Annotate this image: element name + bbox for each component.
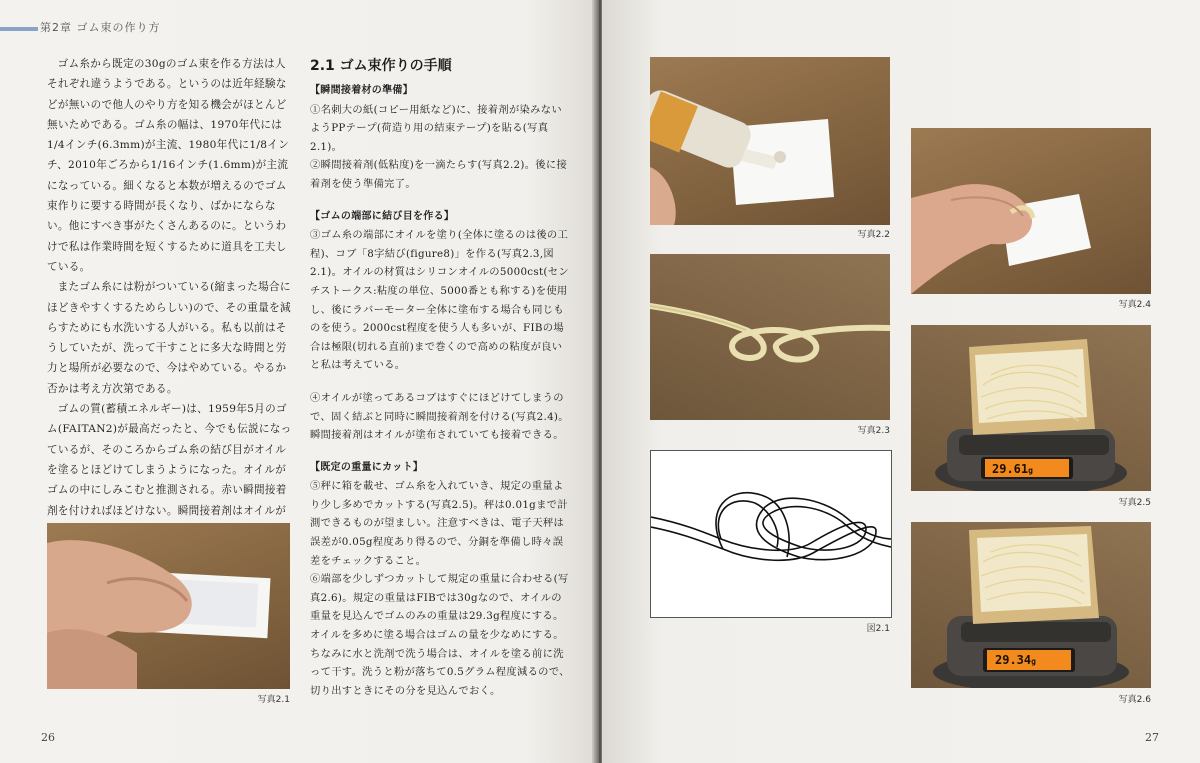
step-2: ②瞬間接着剤(低粘度)を一滴たらす(写真2.2)。後に接着剤を使う準備完了。 [310, 159, 568, 190]
step-6: ⑥端部を少しずつカットして規定の重量に合わせる(写真2.6)。規定の重量はFIBでは30gなので、オイルの重量を見込んでゴムのみの重量は29.3g程度にする。オイルを多めに塗る場合はゴムの量を少なめにする。ちなみに水と洗剤で洗う場合は、オイルを塗る前に洗って干す。洗うと粉が落ちて0.5グラム程度減るので、切り出すときにその分を見込んでおく。 [310, 573, 570, 697]
subhead-cut: 【既定の重量にカット】 [310, 461, 424, 473]
photo-2-3-image [650, 254, 890, 420]
photo-2-4 [911, 128, 1151, 294]
page-number-left: 26 [41, 731, 55, 744]
figure-8-knot-drawing [651, 451, 891, 617]
left-body-text [47, 54, 292, 561]
photo-2-6 [911, 522, 1151, 688]
scale-display-2-5: 29.61g [992, 462, 1033, 476]
photo-2-3 [650, 254, 890, 420]
subhead-knot: 【ゴムの端部に結び目を作る】 [310, 210, 455, 222]
photo-2-5 [911, 325, 1151, 491]
step-1: ①名刺大の紙(コピー用紙など)に、接着剤が染みないようPPテープ(荷造り用の結束テープ)を貼る(写真2.1)。 [310, 103, 562, 153]
caption-photo-2-6: 写真2.6 [1118, 695, 1151, 705]
photo-2-1 [47, 523, 290, 689]
scale-display-2-6: 29.34g [995, 653, 1036, 667]
paragraph-2: またゴム糸には粉がついている(縮まった場合にほどきやすくするためらしい)ので、その重量を減らすためにも水洗いする人がいる。私も以前はそうしていたが、洗って干すことに多大な時間と労力と場所が必要なので、今はやめている。やるか否かは考え方次第である。 [47, 281, 291, 395]
subhead-adhesive: 【瞬間接着材の準備】 [310, 85, 413, 96]
step-4: ④オイルが塗ってあるコブはすぐにほどけてしまうので、固く結ぶと同時に瞬間接着剤を付ける(写真2.4)。瞬間接着剤はオイルが塗布されていても接着できる。 [310, 391, 569, 442]
right-page [602, 0, 1200, 763]
caption-photo-2-4: 写真2.4 [1118, 300, 1151, 310]
section-title: 2.1 ゴム束作りの手順 [310, 58, 452, 74]
chapter-heading: 第2章 ゴム束の作り方 [40, 21, 161, 34]
caption-photo-2-5: 写真2.5 [1118, 498, 1151, 508]
caption-photo-2-2: 写真2.2 [857, 230, 890, 240]
photo-2-4-image [911, 128, 1151, 294]
photo-2-1-image [47, 523, 290, 689]
photo-2-2 [650, 57, 890, 225]
page-number-right: 27 [1145, 731, 1159, 744]
paragraph-1: ゴム糸から既定の30gのゴム束を作る方法は人それぞれ違うようである。というのは近年経験などが無いので他人のやり方を知る機会がほとんど無いためである。ゴム糸の幅は、1970年代には1/4インチ(6.3mm)が主流、1980年代に1/8インチ、2010年ごろから1/16インチ(1.6mm)が主流になっている。細くなると本数が増えるのでゴム束作りに要する時間が長くなり、ばかにならない。他にすべき事がたくさんあるのに。というわけで私は作業時間を短くするために道具を工夫している。 [47, 58, 290, 273]
chapter-accent-bar [0, 27, 38, 31]
paragraph-3: ゴムの質(蓄積エネルギー)は、1959年5月のゴム(FAITAN2)が最高だったと、今でも伝説になっているが、そのころからゴム糸の結び目がオイルを塗るとほどけてしまうようになった。オイルがゴムの中にしみこむと推測される。赤い瞬間接着剤を付ければほどけない。瞬間接着剤はオイルが [47, 403, 292, 517]
photo-2-2-image [650, 57, 890, 225]
caption-photo-2-3: 写真2.3 [857, 426, 890, 436]
step-3: ③ゴム糸の端部にオイルを塗り(全体に塗るのは後の工程)、コブ「8字結び(figure8)」を作る(写真2.3,図2.1)。オイルの材質はシリコンオイルの5000cst(センチストークス:粘度の単位、5000番とも称する)を使用し、後にラバーモーター全体に塗布する場合も同じものを使う。2000cst程度を使う人も多いが、FIBの場合は極限(切れる直前)まで巻くので高めの粘度が良いと私は考えている。 [310, 229, 569, 372]
figure-2-1 [650, 450, 892, 618]
step-5: ⑤秤に箱を載せ、ゴム糸を入れていき、規定の重量より少し多めでカットする(写真2.5)。秤は0.01gまで計測できるものが望ましい。注意すべきは、電子天秤は誤差が0.05g程度あり得るので、分銅を準備し時々誤差をチェックすること。 [310, 480, 568, 567]
steps-text [310, 82, 572, 700]
caption-photo-2-1: 写真2.1 [257, 695, 290, 705]
caption-figure-2-1: 図2.1 [866, 624, 890, 634]
left-page [0, 0, 598, 763]
